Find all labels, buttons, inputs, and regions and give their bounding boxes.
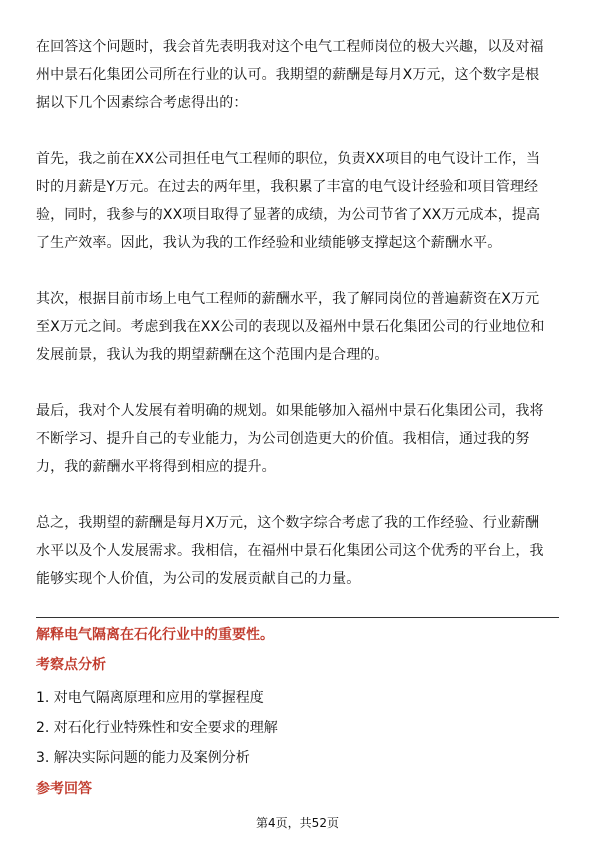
page-number: 第4页，共52页 xyxy=(256,816,339,830)
paragraph-line: 能够实现个人价值，为公司的发展贡献自己的力量。 xyxy=(36,571,361,587)
answer-paragraph-5 xyxy=(36,509,558,593)
answer-paragraph-4 xyxy=(36,397,558,481)
paragraph-line: 时的月薪是Y万元。在过去的两年里，我积累了丰富的电气设计经验和项目管理经 xyxy=(36,179,539,195)
paragraph-line: 水平以及个人发展需求。我相信，在福州中景石化集团公司这个优秀的平台上，我 xyxy=(36,543,544,559)
section-divider xyxy=(36,617,559,618)
paragraph-line: 在回答这个问题时，我会首先表明我对这个电气工程师岗位的极大兴趣，以及对福 xyxy=(36,39,544,55)
paragraph-line: 总之，我期望的薪酬是每月X万元，这个数字综合考虑了我的工作经验、行业薪酬 xyxy=(36,515,540,531)
list-item: 2. 对石化行业特殊性和安全要求的理解 xyxy=(36,720,278,736)
reference-answer-heading: 参考回答 xyxy=(36,781,92,797)
paragraph-line: 验，同时，我参与的XX项目取得了显著的成绩，为公司节省了XX万元成本，提高 xyxy=(36,207,541,223)
paragraph-line: 州中景石化集团公司所在行业的认可。我期望的薪酬是每月X万元，这个数字是根 xyxy=(36,67,540,83)
list-item: 1. 对电气隔离原理和应用的掌握程度 xyxy=(36,690,264,706)
analysis-list xyxy=(36,683,278,773)
paragraph-line: 最后，我对个人发展有着明确的规划。如果能够加入福州中景石化集团公司，我将 xyxy=(36,403,544,419)
paragraph-line: 了生产效率。因此，我认为我的工作经验和业绩能够支撑起这个薪酬水平。 xyxy=(36,235,502,251)
paragraph-line: 其次，根据目前市场上电气工程师的薪酬水平，我了解同岗位的普遍薪资在X万元 xyxy=(36,291,540,307)
paragraph-line: 力，我的薪酬水平将得到相应的提升。 xyxy=(36,459,276,475)
paragraph-line: 发展前景，我认为我的期望薪酬在这个范围内是合理的。 xyxy=(36,347,389,363)
answer-paragraph-3 xyxy=(36,285,558,369)
analysis-heading: 考察点分析 xyxy=(36,657,106,673)
question-title: 解释电气隔离在石化行业中的重要性。 xyxy=(36,627,274,643)
paragraph-line: 不断学习、提升自己的专业能力，为公司创造更大的价值。我相信，通过我的努 xyxy=(36,431,530,447)
paragraph-line: 首先，我之前在XX公司担任电气工程师的职位，负责XX项目的电气设计工作，当 xyxy=(36,151,541,167)
answer-paragraph-1 xyxy=(36,33,558,117)
paragraph-line: 据以下几个因素综合考虑得出的： xyxy=(36,95,248,111)
answer-paragraph-2 xyxy=(36,145,558,257)
list-item: 3. 解决实际问题的能力及案例分析 xyxy=(36,750,250,766)
paragraph-line: 至X万元之间。考虑到我在XX公司的表现以及福州中景石化集团公司的行业地位和 xyxy=(36,319,545,335)
